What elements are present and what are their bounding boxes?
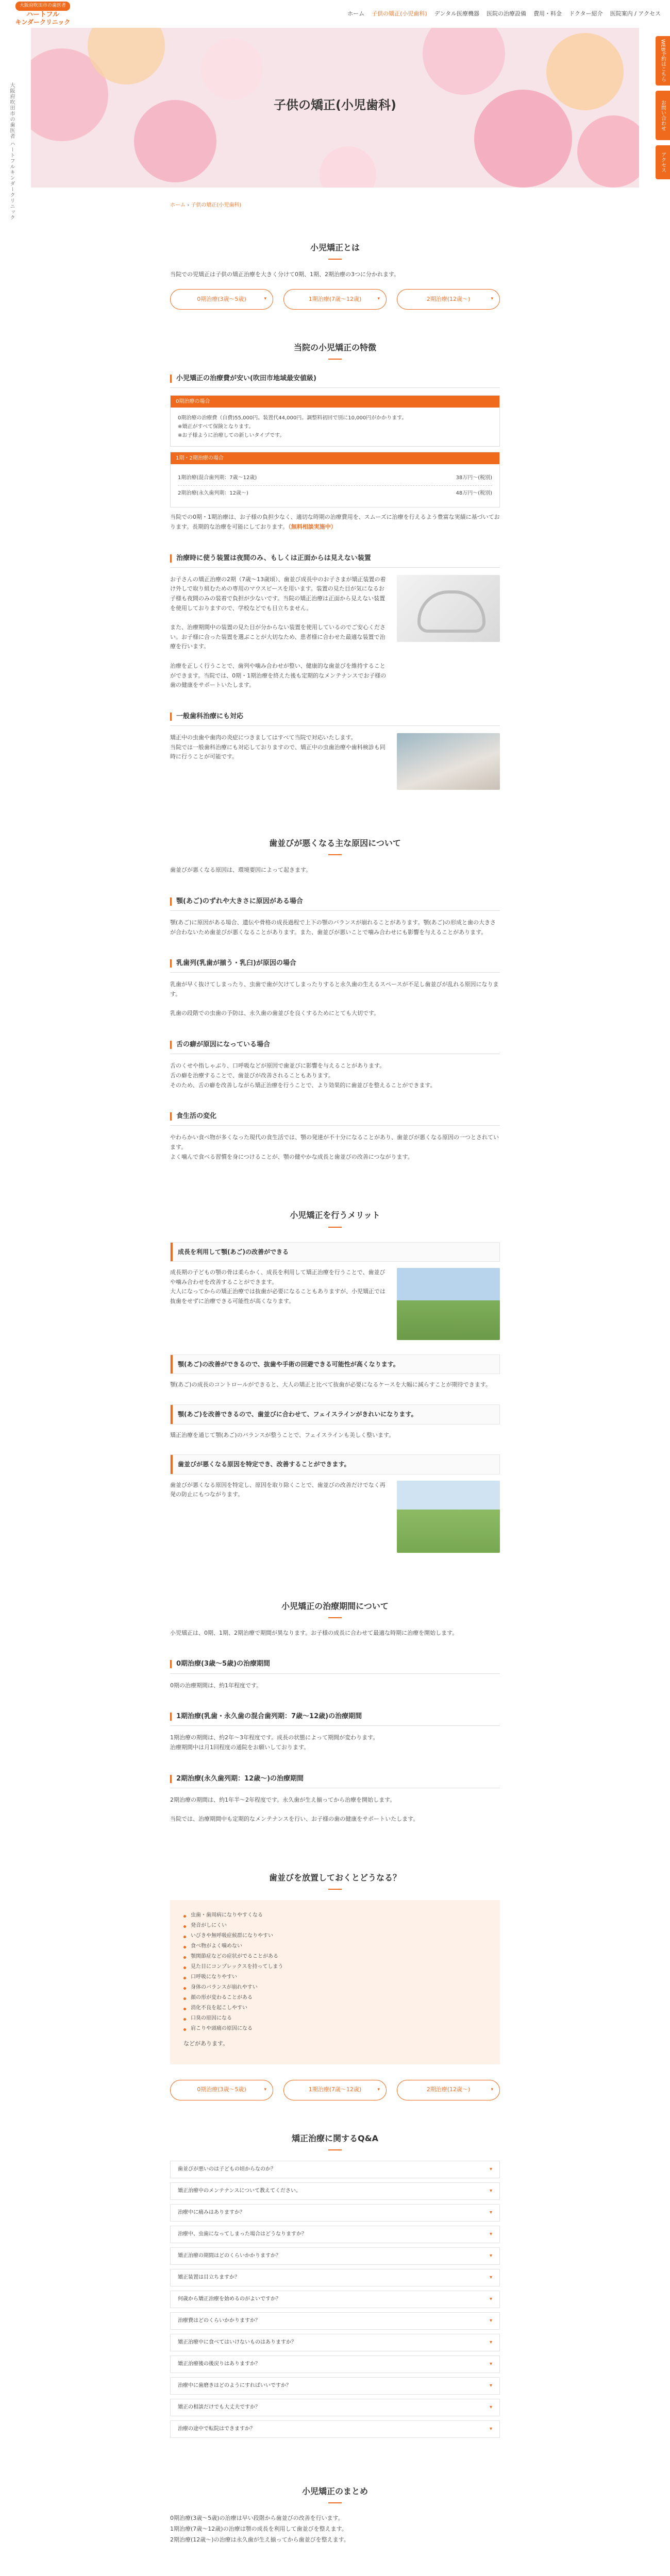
phase2-button[interactable]: 2期治療(12歳〜) ▾ (397, 289, 500, 310)
faq-question: 矯正治療中のメンテナンスについて教えてください。 (178, 2188, 301, 2194)
hero-banner (31, 28, 639, 188)
faq-item[interactable] (170, 2247, 500, 2265)
orthodontic-appliance-image (397, 575, 500, 642)
faq-question: 矯正の相談だけでも大丈夫ですか？ (178, 2404, 260, 2411)
chevron-down-icon: ▾ (489, 2253, 492, 2259)
list-item: いびきや無呼吸症候群になりやすい (183, 1931, 487, 1941)
breadcrumb (170, 201, 670, 210)
faq-item[interactable] (170, 2226, 500, 2243)
chevron-down-icon: ▾ (489, 2166, 492, 2173)
chevron-down-icon: ▾ (489, 2231, 492, 2238)
period-text: 1期治療の期間は、約2年〜3年程度です。成長の状態によって期間が変わります。 治療期間中は月1回程度の通院をお願いしております。 (170, 1734, 379, 1751)
cause-heading: 乳歯列(乳歯が揃う・乳臼)が原因の場合 (170, 955, 500, 973)
fee-box-line: ※お子様ように治療しての新しいタイプです。 (178, 433, 285, 439)
fee-note-strong: （無料相談実施中） (288, 523, 337, 530)
chevron-down-icon: ▾ (489, 2404, 492, 2411)
period-button-row (170, 2080, 500, 2100)
cause-text: やわらかい食べ物が多くなった現代の食生活では、顎の発達が不十分になることがあり、歯並びが悪くなる原因の一つとされています。 よく噛んで食べる習慣を身につけることが、顎の健やかな成長と歯並びの改善につながります。 (170, 1134, 499, 1160)
faq-question: 治療中に歯磨きはどのようにすればいいですか？ (178, 2383, 291, 2389)
side-tab-web-reserve[interactable]: WEB予約はこちら (656, 36, 670, 86)
list-item: 発音がしにくい (183, 1921, 487, 1931)
merit-block (170, 1268, 500, 1340)
faq-question: 治療費はどのくらいかかりますか？ (178, 2318, 260, 2324)
period-item (170, 1708, 500, 1752)
fee-note-text: 当院での0期・1期治療は、お子様の負担少なく、適切な時期の治療費用を、スムーズに治療を行えるよう豊富な実績に基づいております。長期的な治療を可能にしております。 (170, 514, 500, 530)
merit-heading: 成長を利用して顎(あご)の改善ができる (170, 1242, 500, 1262)
fee-row-price: 48万円〜(税別) (456, 490, 492, 497)
nav-home[interactable]: ホーム (347, 10, 365, 17)
faq-item[interactable] (170, 2161, 500, 2178)
children-outdoors-image (397, 1481, 500, 1553)
list-item: 口呼吸になりやすい (183, 1972, 487, 1982)
phase1-button[interactable]: 1期治療(7歳〜12歳) ▾ (283, 289, 387, 310)
chevron-down-icon: ▾ (489, 2361, 492, 2367)
general-dentistry-text: 矯正中の虫歯や歯肉の炎症につきましてはすべて当院で対応いたします。 当院では一般歯科治療にも対応しておりますので、矯正中の虫歯治療や歯科検診も同時に行うことが可能です。 (170, 734, 386, 760)
merit-text: 成長期の子どもの顎の骨は柔らかく、成長を利用して矯正治療を行うことで、歯並びや噛み合わせを改善することができます。 大人になってからの矯正治療では抜歯が必要になることもありますが、小児矯正では抜歯をせずに治療できる可能性が高くなります。 (170, 1269, 386, 1305)
dentist-treatment-image (397, 733, 500, 790)
logo-main: ハートフル (26, 10, 60, 19)
phase2-button[interactable]: 2期治療(12歳〜) ▾ (397, 2080, 500, 2100)
faq-item[interactable] (170, 2334, 500, 2351)
faq-item[interactable] (170, 2355, 500, 2373)
device-text: お子さんの矯正治療の2期（7歳〜13歳頃）、歯並び成長中のお子さまが矯正装置の着け外しで取り組むための専用のマウスピースを用います。装置の見た目が気になるお子様も夜間のみの装着で負担が少ないです。当院の矯正治療は正面から見えない装置を使用しておりますので、学校などでも目立ちません。 また、治療期間中の装置の見た目が分からない装置を使用しているのでご安心ください。お子様に合った装置を選ぶことが大切なため、患者様に合わせた最適な装置で治療を行います。 治療を正しく行うことで、歯列や噛み合わせが整い、健康的な歯並びを維持することができます。当院では、0期・1期治療を終えた後も定期的なメンテナンスでお子様の歯の健康をサポートいたします。 (170, 575, 387, 689)
faq-question: 矯正治療中に食べてはいけないものはありますか？ (178, 2340, 296, 2346)
faq-item[interactable] (170, 2377, 500, 2395)
chevron-down-icon: ▾ (489, 2296, 492, 2302)
summary-line: 0期治療(3歳〜5歳)の治療は早い段階から歯並びの改善を行います。 (170, 2515, 344, 2522)
neglect-risk-box (170, 1900, 500, 2064)
list-item: 身体のバランスが崩れやすい (183, 1982, 487, 1993)
periods-intro: 小児矯正は、0期、1期、2期治療で期間が異なります。お子様の成長に合わせて最適な時期に治療を開始します。 (170, 1629, 458, 1636)
phase0-button[interactable]: 0期治療(3歳〜5歳) ▾ (170, 2080, 273, 2100)
merit-text: 矯正治療を通じて顎(あご)のバランスが整うことで、フェイスラインも美しく整います。 (170, 1431, 395, 1438)
period-item (170, 1770, 500, 1824)
list-item: 消化不良を起こしやすい (183, 2003, 487, 2013)
side-tab-access[interactable]: アクセス (656, 145, 670, 179)
phase0-button[interactable]: 0期治療(3歳〜5歳) ▾ (170, 289, 273, 310)
period-button-row (170, 289, 500, 310)
faq-item[interactable] (170, 2269, 500, 2286)
faq-question: 矯正治療の期間はどのくらいかかりますか？ (178, 2253, 281, 2259)
summary-line: 1期治療(7歳〜12歳)の治療は顎の成長を利用して歯並びを整えます。 (170, 2525, 347, 2532)
period-item (170, 1655, 500, 1690)
period-text: 0期の治療期間は、約1年程度です。 (170, 1682, 262, 1689)
list-item: 顔の形が変わることがある (183, 1993, 487, 2003)
section-title-merits: 小児矯正を行うメリット (170, 1208, 500, 1227)
cause-text: 乳歯が早く抜けてしまったり、虫歯で歯が欠けてしまったりすると永久歯の生えるスペースが不足し歯並びが乱れる原因になります。 乳歯の段階での虫歯の予防は、永久歯の歯並びを良くするためにとても大切です。 (170, 981, 499, 1017)
merit-text: 顎(あご)の成長のコントロールができると、大人の矯正と比べて抜歯が必要になるケースを大幅に減らすことが期待できます。 (170, 1381, 491, 1388)
nav-doctor[interactable]: ドクター紹介 (569, 10, 603, 17)
chevron-down-icon: ▾ (489, 2318, 492, 2324)
cause-text: 舌のくせや指しゃぶり、口呼吸などが原因で歯並びに影響を与えることがあります。 舌の癖を治療することで、歯並びが改善されることもあります。 そのため、舌の癖を改善しながら矯正治療を行うことで、より効果的に歯並びを整えることができます。 (170, 1062, 436, 1089)
section-title-periods: 小児矯正の治療期間について (170, 1599, 500, 1618)
fee-box-phase12 (170, 452, 500, 507)
list-item: 虫歯・歯周病になりやすくなる (183, 1910, 487, 1921)
faq-question: 矯正治療後の後戻りはありますか？ (178, 2361, 260, 2367)
faq-item[interactable] (170, 2291, 500, 2308)
cause-item (170, 1036, 500, 1090)
main-content (170, 241, 500, 2545)
cause-item (170, 1108, 500, 1162)
period-text: 2期治療の期間は、約1年半〜2年程度です。永久歯が生え揃ってから治療を開始します。 当院では、治療期間中も定期的なメンテナンスを行い、お子様の歯の健康をサポートいたします。 (170, 1796, 419, 1823)
cause-item (170, 893, 500, 937)
fee-row-name: 1期治療(混合歯列期：7歳〜12歳) (178, 475, 257, 481)
device-block (170, 575, 500, 690)
cause-item (170, 955, 500, 1019)
breadcrumb-current: 子供の矯正(小児歯科) (191, 202, 242, 208)
breadcrumb-home[interactable]: ホーム (170, 202, 186, 208)
faq-question: 治療中、虫歯になってしまった場合はどうなりますか？ (178, 2231, 307, 2238)
global-nav (347, 9, 661, 19)
period-heading: 1期治療(乳歯・永久歯の混合歯列期：7歳〜12歳)の治療期間 (170, 1708, 500, 1726)
faq-item[interactable] (170, 2182, 500, 2200)
fee-row-name: 2期治療(永久歯列期：12歳〜) (178, 490, 248, 497)
merit-heading: 歯並びが悪くなる原因を特定でき、改善することができます。 (170, 1454, 500, 1474)
left-vertical-caption: 大阪府吹田市の歯医者 ハートフルキンダークリニック (9, 82, 14, 221)
merit-block (170, 1481, 500, 1553)
neglect-closing: などがあります。 (183, 2040, 229, 2047)
fee-note (170, 513, 500, 532)
faq-item[interactable] (170, 2399, 500, 2416)
faq-question: 歯並びが悪いのは子どもの頃からなのか？ (178, 2166, 276, 2173)
chevron-down-icon: ▾ (489, 2210, 492, 2216)
neglect-risk-list (183, 1910, 487, 2034)
cause-text: 顎(あご)に原因がある場合、遺伝や骨格の成長過程で上下の顎のバランスが崩れることがあります。顎(あご)の形成と歯の大きさが合わないため歯並びが悪くなることがあります。また、歯並びが悪いことで噛み合わせにも影響を与えることがあります。 (170, 919, 496, 936)
section-title-neglect: 歯並びを放置しておくとどうなる？ (170, 1871, 500, 1890)
fee-box-line: ※矯正がすべて保険となります。 (178, 424, 254, 430)
faq-question: 治療の途中で転院はできますか？ (178, 2426, 255, 2432)
fee-heading: 小児矯正の治療費が安い(吹田市地域最安値級) (170, 370, 500, 388)
section-title-summary: 小児矯正のまとめ (170, 2484, 500, 2503)
device-heading: 治療時に使う装置は夜間のみ、もしくは正面からは見えない装置 (170, 550, 500, 568)
chevron-down-icon: ▾ (489, 2383, 492, 2389)
section-title-features: 当院の小児矯正の特徴 (170, 341, 500, 360)
fee-box-phase0-title: 0期治療の場合 (171, 396, 499, 408)
merit-heading: 顎(あご)を改善できるので、歯並びに合わせて、フェイスラインがきれいになります。 (170, 1404, 500, 1424)
nav-access[interactable]: 医院案内 / アクセス (610, 10, 661, 17)
chevron-down-icon: ▾ (489, 2426, 492, 2432)
faq-item[interactable] (170, 2420, 500, 2438)
section-title-causes: 歯並びが悪くなる主な原因について (170, 836, 500, 855)
faq-question: 何歳から矯正治療を始めるのがよいですか？ (178, 2296, 281, 2302)
chevron-down-icon: ▾ (489, 2340, 492, 2346)
nav-kids-ortho[interactable]: 子供の矯正(小児歯科) (372, 10, 427, 17)
fee-row-price: 38万円〜(税別) (456, 475, 492, 481)
cause-heading: 顎(あご)のずれや大きさに原因がある場合 (170, 893, 500, 911)
site-header (0, 0, 670, 28)
chevron-down-icon: ▾ (489, 2275, 492, 2281)
child-playing-image (397, 1268, 500, 1340)
list-item: 食べ物がよく噛めない (183, 1941, 487, 1952)
nav-equipment[interactable]: デンタル医療機器 (434, 10, 480, 17)
faq-question: 治療中に痛みはありますか？ (178, 2210, 245, 2216)
causes-intro: 歯並びが悪くなる原因は、環境要因によって起きます。 (170, 867, 312, 874)
section-title-faq: 矯正治療に関するQ&A (170, 2131, 500, 2150)
list-item: 肩こりや頭痛の原因になる (183, 2024, 487, 2034)
cause-heading: 食生活の変化 (170, 1108, 500, 1126)
list-item: 見た目にコンプレックスを持ってしまう (183, 1962, 487, 1972)
faq-item[interactable] (170, 2312, 500, 2330)
period-heading: 0期治療(3歳〜5歳)の治療期間 (170, 1655, 500, 1673)
period-heading: 2期治療(永久歯列期：12歳〜)の治療期間 (170, 1770, 500, 1788)
section-title-about: 小児矯正とは (170, 241, 500, 260)
site-logo[interactable] (9, 2, 76, 26)
side-tab-contact[interactable]: お問い合わせ (656, 91, 670, 140)
summary-line: 2期治療(12歳〜)の治療は永久歯が生え揃ってから歯並びを整えます。 (170, 2536, 349, 2543)
fee-row (178, 470, 492, 486)
fee-box-line: 0期治療の治療費（自費)55,000円。装置代44,000円。調整料初回で別に10,000円がかかります。 (178, 415, 407, 421)
faq-item[interactable] (170, 2204, 500, 2222)
faq-question: 矯正装置は目立ちますか？ (178, 2275, 240, 2281)
breadcrumb-separator: › (187, 202, 191, 208)
page-title: 子供の矯正(小児歯科) (274, 98, 396, 112)
faq-list (170, 2161, 500, 2438)
about-text: 当院での児矯正は子供の矯正治療を大きく分けて0期、1期、2期治療の3つに分かれます。 (170, 271, 400, 278)
nav-fees[interactable]: 費用・料金 (533, 10, 562, 17)
logo-sub: キンダークリニック (15, 19, 71, 26)
general-dentistry-heading: 一般歯科治療にも対応 (170, 708, 500, 726)
merit-heading: 顎(あご)の改善ができるので、抜歯や手術の回避できる可能性が高くなります。 (170, 1354, 500, 1374)
phase1-button[interactable]: 1期治療(7歳〜12歳) ▾ (283, 2080, 387, 2100)
fee-box-phase0 (170, 395, 500, 447)
merit-text: 歯並びが悪くなる原因を特定し、原因を取り除くことで、歯並びの改善だけでなく再発の防止にもつながります。 (170, 1481, 386, 1498)
fee-box-phase12-title: 1期・2期治療の場合 (171, 452, 499, 464)
nav-facility[interactable]: 医院の治療設備 (487, 10, 527, 17)
list-item: 顎関節症などの症状がでることがある (183, 1952, 487, 1962)
chevron-down-icon: ▾ (489, 2188, 492, 2194)
cause-heading: 舌の癖が原因になっている場合 (170, 1036, 500, 1054)
logo-badge: 大阪府吹田市の歯医者 (15, 2, 70, 10)
general-dentistry-block (170, 733, 500, 790)
list-item: 口臭の原因になる (183, 2013, 487, 2024)
fee-row (178, 486, 492, 501)
